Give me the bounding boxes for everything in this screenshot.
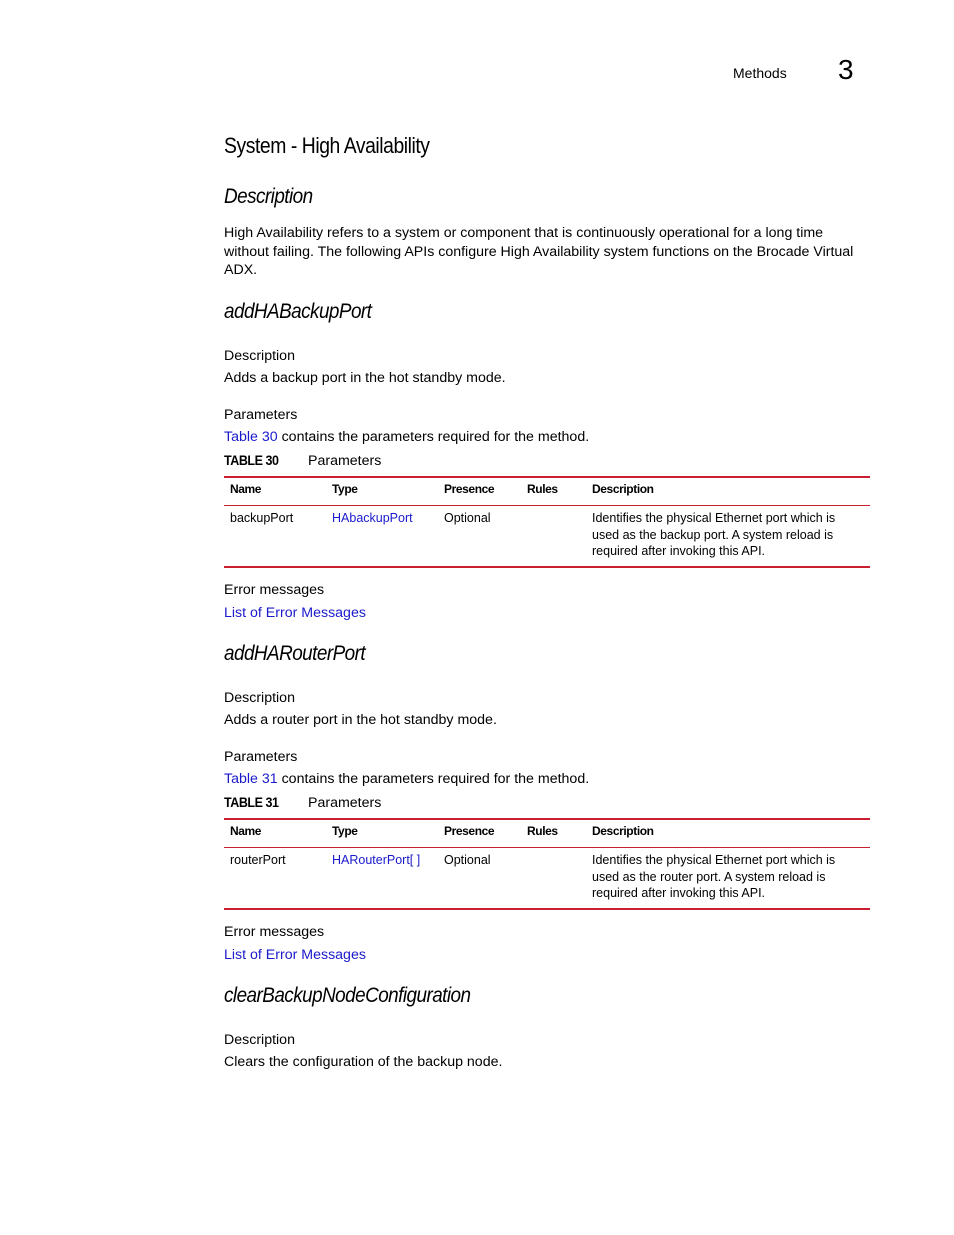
cell-name: routerPort	[224, 848, 326, 909]
method-description-label: Description	[224, 348, 295, 364]
method-description-text: Clears the configuration of the backup node.	[224, 1054, 503, 1070]
table-number: TABLE 31	[224, 795, 279, 811]
description-text: High Availability refers to a system or component that is continuously operational for a long time without failing. The following APIs configure High Availability system functions on the Brocade Virtual ADX.	[224, 225, 854, 278]
method-description-text: Adds a backup port in the hot standby mode.	[224, 370, 506, 386]
table-header-row	[224, 819, 870, 848]
table-row	[224, 506, 870, 567]
method-heading-addhabackupport: addHABackupPort	[224, 300, 372, 323]
column-header-presence: Presence	[438, 477, 521, 506]
cell-type-link[interactable]: HARouterPort[ ]	[326, 848, 438, 909]
parameters-label: Parameters	[224, 749, 298, 765]
table-30-link[interactable]: Table 30	[224, 429, 278, 445]
parameters-reference-text: contains the parameters required for the method.	[277, 429, 590, 445]
table-row	[224, 848, 870, 909]
parameters-table-31	[224, 818, 870, 910]
table-31-link[interactable]: Table 31	[224, 771, 278, 787]
method-description-label: Description	[224, 1032, 295, 1048]
parameters-reference	[224, 770, 864, 789]
cell-description: Identifies the physical Ethernet port which is used as the router port. A system reload is required after invoking this API.	[586, 848, 870, 909]
table-caption	[224, 453, 382, 469]
column-header-name: Name	[224, 819, 326, 848]
parameters-reference-text: contains the parameters required for the method.	[277, 771, 590, 787]
column-header-description: Description	[586, 477, 870, 506]
table-caption	[224, 795, 382, 811]
table-number: TABLE 30	[224, 453, 279, 469]
column-header-description: Description	[586, 819, 870, 848]
cell-rules	[521, 848, 586, 909]
method-description-text: Adds a router port in the hot standby mode.	[224, 712, 497, 728]
error-messages-label: Error messages	[224, 924, 325, 940]
cell-presence: Optional	[438, 506, 521, 567]
parameters-table-30	[224, 476, 870, 568]
error-messages-label: Error messages	[224, 582, 325, 598]
table-header-row	[224, 477, 870, 506]
cell-description: Identifies the physical Ethernet port which is used as the backup port. A system reload is required after invoking this API.	[586, 506, 870, 567]
parameters-label: Parameters	[224, 407, 298, 423]
cell-type-link[interactable]: HAbackupPort	[326, 506, 438, 567]
column-header-type: Type	[326, 819, 438, 848]
method-heading-addharouterport: addHARouterPort	[224, 642, 366, 665]
column-header-rules: Rules	[521, 477, 586, 506]
cell-presence: Optional	[438, 848, 521, 909]
method-heading-clearbackupnodeconfiguration: clearBackupNodeConfiguration	[224, 984, 471, 1007]
running-header-section: Methods	[733, 65, 787, 81]
cell-name: backupPort	[224, 506, 326, 567]
cell-rules	[521, 506, 586, 567]
parameters-reference	[224, 428, 864, 447]
description-heading: Description	[224, 185, 313, 208]
column-header-name: Name	[224, 477, 326, 506]
table-title: Parameters	[308, 795, 382, 811]
error-messages-link[interactable]: List of Error Messages	[224, 605, 366, 621]
chapter-number: 3	[838, 54, 854, 85]
column-header-presence: Presence	[438, 819, 521, 848]
table-title: Parameters	[308, 453, 382, 469]
column-header-rules: Rules	[521, 819, 586, 848]
method-description-label: Description	[224, 690, 295, 706]
column-header-type: Type	[326, 477, 438, 506]
page-title: System - High Availability	[224, 133, 430, 158]
error-messages-link[interactable]: List of Error Messages	[224, 947, 366, 963]
